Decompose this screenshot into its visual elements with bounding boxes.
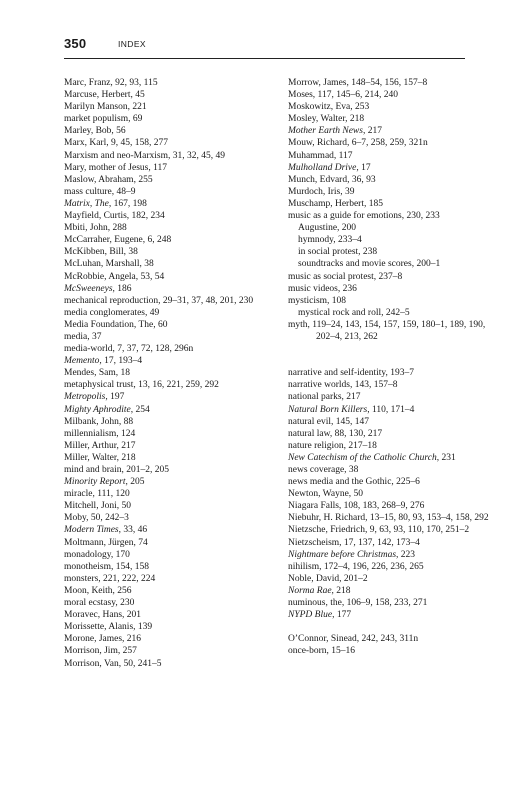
index-entry	[64, 89, 269, 101]
index-entry-title: McSweeneys	[64, 283, 113, 294]
index-subentry	[288, 307, 493, 319]
index-entry-text: , 186	[112, 283, 132, 294]
index-entry	[64, 585, 269, 597]
index-entry	[288, 162, 493, 174]
index-entry	[64, 150, 269, 162]
index-entry-text: McKibben, Bill, 38	[64, 247, 138, 258]
index-entry-text: mass culture, 48–9	[64, 186, 136, 197]
index-entry-text: O’Connor, Sinead, 242, 243, 311n	[288, 634, 419, 645]
index-entry	[64, 186, 269, 198]
index-entry-text: monotheism, 154, 158	[64, 561, 149, 572]
index-entry-title: Metropolis	[64, 392, 106, 403]
index-entry	[64, 452, 269, 464]
index-entry	[288, 77, 493, 89]
index-subentry	[288, 234, 493, 246]
index-entry-text: , 110, 171–4	[367, 404, 415, 415]
index-entry	[288, 416, 493, 428]
index-entry-title: Nightmare before Christmas	[288, 549, 397, 560]
index-column-right	[288, 77, 493, 658]
index-entry-text: Moby, 50, 242–3	[64, 513, 129, 524]
index-entry-title: New Catechism of the Catholic Church	[288, 452, 437, 463]
index-entry	[64, 77, 269, 89]
index-entry-text: , 17	[356, 162, 371, 173]
index-entry-text: Moses, 117, 145–6, 214, 240	[288, 90, 398, 101]
index-entry	[64, 512, 269, 524]
index-entry	[288, 404, 493, 416]
index-entry-text: Miller, Arthur, 217	[64, 440, 136, 451]
index-entry-text: Nietzsche, Friedrich, 9, 63, 93, 110, 170, 251–2	[288, 525, 470, 536]
index-entry-text: Mayfield, Curtis, 182, 234	[64, 211, 165, 222]
index-entry-text: Marc, Franz, 92, 93, 115	[64, 78, 158, 88]
index-entry-text: , 254	[130, 404, 150, 415]
index-entry	[288, 367, 493, 379]
index-entry-text: , 205	[125, 477, 145, 488]
index-entry-text: Niagara Falls, 108, 183, 268–9, 276	[288, 501, 425, 512]
index-entry-text: Moravec, Hans, 201	[64, 610, 142, 621]
index-entry	[64, 573, 269, 585]
index-entry	[64, 379, 269, 391]
index-entry-text: Noble, David, 201–2	[288, 573, 368, 584]
index-entry	[64, 621, 269, 633]
index-entry-text: Niebuhr, H. Richard, 13–15, 80, 93, 153–4, 158, 292	[288, 513, 489, 524]
index-entry	[64, 464, 269, 476]
index-entry-text: millennialism, 124	[64, 428, 136, 439]
index-entry-text: Mitchell, Joni, 50	[64, 501, 132, 512]
index-entry-text: Marley, Bob, 56	[64, 126, 126, 137]
index-entry	[64, 645, 269, 657]
index-entry-text: , 217	[362, 126, 382, 137]
index-entry-text: Mouw, Richard, 6–7, 258, 259, 321n	[288, 138, 428, 149]
index-entry-title: Memento	[64, 356, 100, 367]
index-entry-text: mysticism, 108	[288, 295, 347, 306]
index-entry	[64, 488, 269, 500]
index-entry-text: Muhammad, 117	[288, 150, 353, 161]
index-entry-text: Augustine, 200	[298, 223, 357, 234]
index-entry	[64, 198, 269, 210]
index-entry	[288, 573, 493, 585]
index-entry-text: national parks, 217	[288, 392, 361, 403]
index-entry	[288, 101, 493, 113]
index-entry	[288, 488, 493, 500]
index-entry	[64, 319, 269, 331]
index-entry	[288, 210, 493, 222]
index-entry-text: Maslow, Abraham, 255	[64, 174, 153, 185]
index-entry	[288, 379, 493, 391]
index-entry-title: Minority Report	[64, 477, 126, 488]
index-entry-title: Mighty Aphrodite	[64, 404, 131, 415]
index-entry	[288, 295, 493, 307]
index-entry	[64, 428, 269, 440]
index-entry-text: natural evil, 145, 147	[288, 416, 369, 427]
index-entry	[64, 295, 269, 307]
index-entry	[288, 452, 493, 464]
index-entry-title: NYPD Blue	[288, 610, 333, 621]
index-entry	[64, 271, 269, 283]
index-entry-text: mystical rock and roll, 242–5	[298, 307, 410, 318]
index-entry	[64, 549, 269, 561]
index-entry-text: Morone, James, 216	[64, 634, 142, 645]
index-entry	[288, 150, 493, 162]
index-entry-text: narrative and self-identity, 193–7	[288, 368, 415, 379]
index-entry-text: metaphysical trust, 13, 16, 221, 259, 292	[64, 380, 219, 391]
index-entry-text: moral ecstasy, 230	[64, 598, 135, 609]
index-entry-title: Modern Times	[64, 525, 119, 536]
index-entry-text: news media and the Gothic, 225–6	[288, 477, 420, 488]
running-head-title: INDEX	[118, 39, 146, 49]
index-entry-text: Morrison, Jim, 257	[64, 646, 137, 657]
index-entry	[64, 416, 269, 428]
index-entry	[64, 101, 269, 113]
index-entry-text: Newton, Wayne, 50	[288, 489, 364, 500]
index-entry	[288, 609, 493, 621]
index-entry	[64, 524, 269, 536]
index-entry-text: Morissette, Alanis, 139	[64, 622, 153, 633]
index-entry	[64, 283, 269, 295]
index-entry	[288, 319, 493, 343]
index-entry-text: Marxism and neo-Marxism, 31, 32, 45, 49	[64, 150, 225, 161]
index-entry-text: music as social protest, 237–8	[288, 271, 403, 282]
index-entry-text: once-born, 15–16	[288, 646, 356, 657]
index-entry-text: soundtracks and movie scores, 200–1	[298, 259, 441, 270]
index-entry-text: music as a guide for emotions, 230, 233	[288, 211, 440, 222]
index-entry-text: nature religion, 217–18	[288, 440, 377, 451]
index-entry	[288, 561, 493, 573]
index-entry	[64, 113, 269, 125]
index-entry-text: , 167, 198	[108, 198, 147, 209]
index-entry	[64, 162, 269, 174]
index-entry	[288, 597, 493, 609]
index-entry-text: nihilism, 172–4, 196, 226, 236, 265	[288, 561, 424, 572]
index-entry-text: Media Foundation, The, 60	[64, 319, 168, 330]
index-entry	[64, 404, 269, 416]
index-entry-text: , 197	[105, 392, 125, 403]
index-column-left	[64, 77, 269, 670]
index-entry-text: hymnody, 233–4	[298, 235, 362, 246]
index-entry	[288, 512, 493, 524]
index-entry	[288, 549, 493, 561]
index-entry-text: media, 37	[64, 331, 102, 342]
index-entry-text: narrative worlds, 143, 157–8	[288, 380, 398, 391]
index-entry-text: Moltmann, Jürgen, 74	[64, 537, 148, 548]
index-entry-text: media conglomerates, 49	[64, 307, 160, 318]
index-entry	[64, 258, 269, 270]
index-entry-text: Munch, Edvard, 36, 93	[288, 174, 376, 185]
index-entry-text: Muschamp, Herbert, 185	[288, 198, 383, 209]
index-entry	[288, 464, 493, 476]
index-entry-text: Mary, mother of Jesus, 117	[64, 162, 167, 173]
index-subentry	[288, 222, 493, 234]
index-entry-text: Miller, Walter, 218	[64, 452, 136, 463]
index-section-gap	[288, 621, 493, 633]
index-entry-text: Murdoch, Iris, 39	[288, 186, 355, 197]
index-entry	[64, 367, 269, 379]
index-entry	[288, 645, 493, 657]
index-entry	[64, 355, 269, 367]
index-entry-text: monsters, 221, 222, 224	[64, 573, 156, 584]
index-entry-text: miracle, 111, 120	[64, 489, 130, 500]
index-section-gap	[288, 355, 493, 367]
index-entry-text: McLuhan, Marshall, 38	[64, 259, 154, 270]
index-entry-text: Moskowitz, Eva, 253	[288, 102, 370, 113]
index-entry-title: Mother Earth News	[288, 126, 363, 137]
index-entry-text: market populism, 69	[64, 114, 143, 125]
index-entry-text: , 177	[332, 610, 352, 621]
index-entry	[288, 174, 493, 186]
index-entry	[64, 246, 269, 258]
index-entry	[64, 476, 269, 488]
index-entry	[288, 440, 493, 452]
index-entry-text: , 17, 193–4	[99, 356, 143, 367]
index-entry-text: , 218	[331, 585, 351, 596]
index-entry	[64, 440, 269, 452]
index-entry-text: , 231	[436, 452, 456, 463]
index-entry	[288, 137, 493, 149]
index-entry	[64, 137, 269, 149]
index-entry	[64, 500, 269, 512]
index-entry	[288, 283, 493, 295]
index-entry-text: Mosley, Walter, 218	[288, 114, 365, 125]
index-entry-text: , 223	[396, 549, 416, 560]
index-entry-text: Marcuse, Herbert, 45	[64, 90, 145, 101]
index-entry-text: in social protest, 238	[298, 247, 378, 258]
index-entry	[64, 125, 269, 137]
index-entry	[64, 307, 269, 319]
index-entry-text: Mendes, Sam, 18	[64, 368, 130, 379]
index-entry-text: , 33, 46	[118, 525, 148, 536]
index-entry-text: news coverage, 38	[288, 465, 359, 475]
index-entry-text: Marx, Karl, 9, 45, 158, 277	[64, 138, 168, 149]
index-entry-title: Mulholland Drive	[288, 162, 357, 173]
index-entry-text: Morrow, James, 148–54, 156, 157–8	[288, 78, 428, 88]
index-entry	[64, 343, 269, 355]
index-entry-text: mind and brain, 201–2, 205	[64, 465, 170, 475]
index-entry	[288, 633, 493, 645]
index-entry	[288, 428, 493, 440]
index-entry	[288, 391, 493, 403]
index-entry	[288, 524, 493, 536]
index-entry	[288, 125, 493, 137]
index-entry	[288, 186, 493, 198]
index-entry	[64, 222, 269, 234]
index-entry	[64, 597, 269, 609]
page-number: 350	[64, 36, 87, 51]
index-entry	[64, 234, 269, 246]
index-entry	[64, 210, 269, 222]
index-entry	[64, 331, 269, 343]
index-section-gap	[288, 343, 493, 355]
index-entry-text: Milbank, John, 88	[64, 416, 134, 427]
index-entry-text: music videos, 236	[288, 283, 357, 294]
index-entry-text: McRobbie, Angela, 53, 54	[64, 271, 165, 282]
index-entry-title: Natural Born Killers	[288, 404, 368, 415]
index-entry	[64, 658, 269, 670]
index-entry-text: monadology, 170	[64, 549, 130, 560]
index-entry	[288, 198, 493, 210]
index-entry-text: numinous, the, 106–9, 158, 233, 271	[288, 598, 428, 609]
index-entry-title: Norma Rae	[288, 585, 332, 596]
index-subentry	[288, 246, 493, 258]
index-entry	[64, 633, 269, 645]
index-entry	[64, 174, 269, 186]
index-entry-text: McCarraher, Eugene, 6, 248	[64, 235, 172, 246]
index-entry	[288, 113, 493, 125]
index-entry	[288, 500, 493, 512]
index-entry-text: Nietzscheism, 17, 137, 142, 173–4	[288, 537, 420, 548]
index-subentry	[288, 258, 493, 270]
index-entry-text: media-world, 7, 37, 72, 128, 296n	[64, 344, 194, 355]
index-entry	[288, 537, 493, 549]
index-entry	[64, 391, 269, 403]
index-entry	[288, 585, 493, 597]
index-entry	[288, 476, 493, 488]
index-entry-text: mechanical reproduction, 29–31, 37, 48, 201, 230	[64, 295, 254, 306]
header-rule	[64, 58, 465, 59]
index-entry-text: natural law, 88, 130, 217	[288, 428, 383, 439]
index-entry-text: Morrison, Van, 50, 241–5	[64, 658, 162, 669]
index-entry	[64, 537, 269, 549]
index-entry	[288, 271, 493, 283]
index-entry-text: Mbiti, John, 288	[64, 223, 127, 234]
index-entry	[288, 89, 493, 101]
index-entry-text: Marilyn Manson, 221	[64, 102, 147, 113]
index-entry-text: myth, 119–24, 143, 154, 157, 159, 180–1, 189, 190, 202–4, 213, 262	[288, 319, 486, 342]
index-entry	[64, 609, 269, 621]
running-header	[64, 36, 465, 56]
index-entry-text: Moon, Keith, 256	[64, 585, 132, 596]
index-entry	[64, 561, 269, 573]
index-entry-title: Matrix, The	[64, 198, 109, 209]
